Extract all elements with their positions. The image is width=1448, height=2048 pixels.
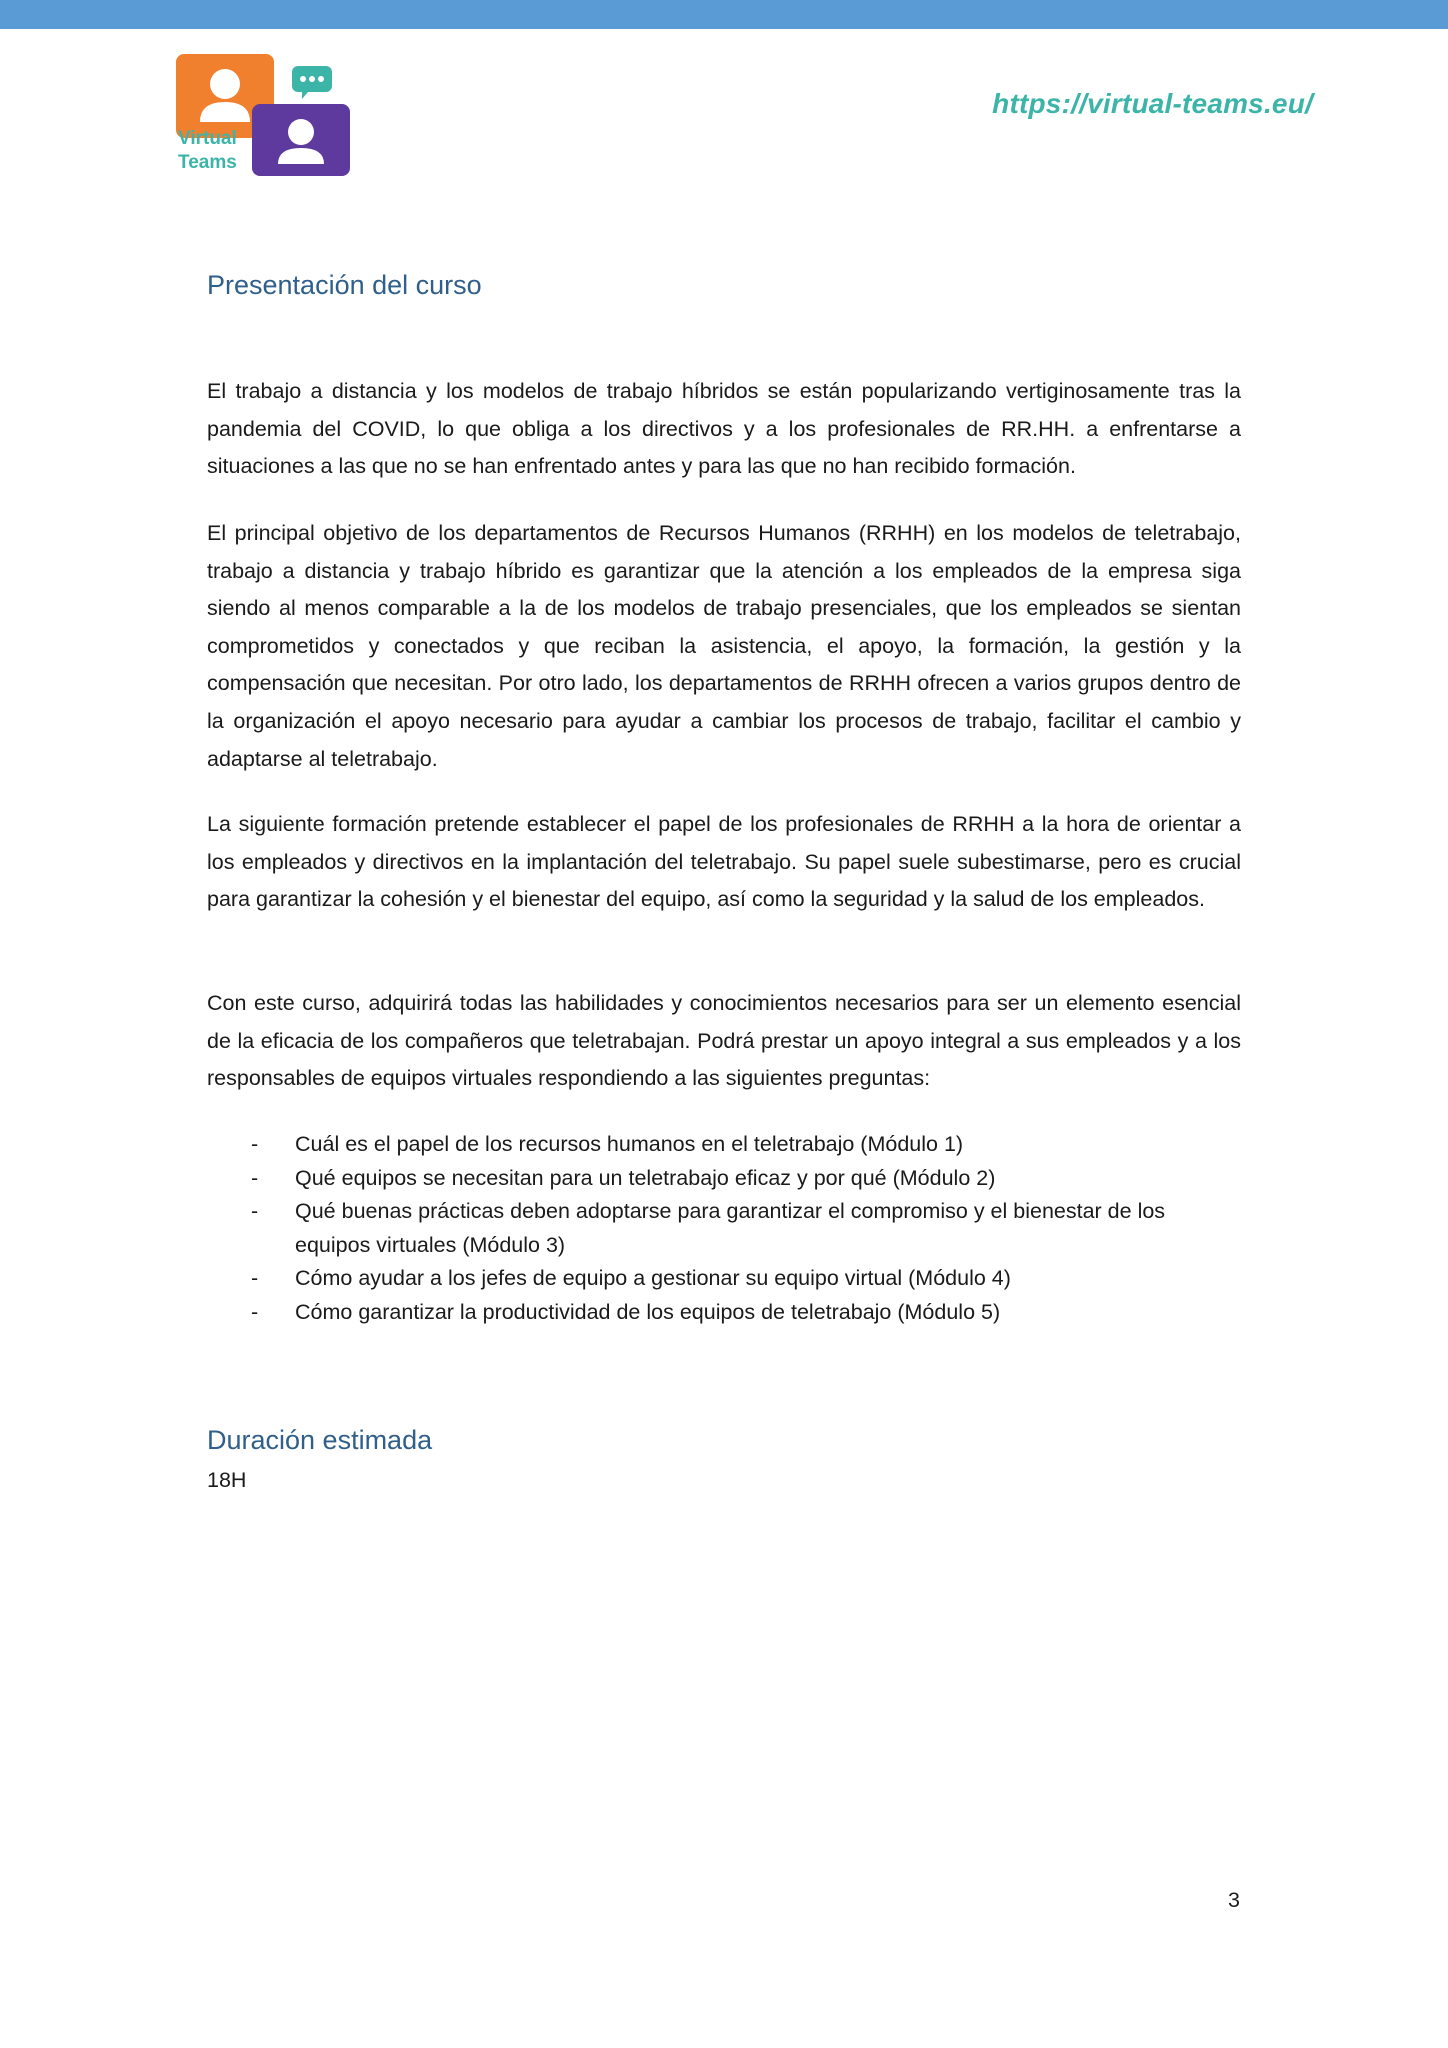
list-item-text: Qué equipos se necesitan para un teletrabajo eficaz y por qué (Módulo 2): [295, 1165, 996, 1190]
bullet-dash: -: [251, 1165, 259, 1190]
section-title-duracion: Duración estimada: [207, 1425, 433, 1455]
page-number: 3: [1228, 1888, 1240, 1912]
bullet-dash: -: [251, 1132, 259, 1156]
bullet-dash: -: [251, 1299, 259, 1324]
paragraph-3: La siguiente formación pretende establecer el papel de los profesionales de RRHH a la hora de orientar a los empleados y directivos en la implantación del teletrabajo. Su papel suele subestimarse, pero es crucial para garantizar la cohesión y el bienestar del equipo, así como la seguridad y la salud de los empleados.: [207, 812, 1241, 912]
list-item: [207, 1195, 1241, 1262]
virtual-teams-logo: [176, 52, 356, 182]
list-item-text: Qué buenas prácticas deben adoptarse para garantizar el compromiso y el bienestar de los equipos virtuales (Módulo 3): [295, 1199, 1166, 1257]
bullet-dash: -: [251, 1266, 259, 1291]
duration-value: 18H: [207, 1468, 247, 1492]
module-question-list: [207, 1128, 1241, 1330]
list-item: [207, 1262, 1241, 1296]
paragraph-2: El principal objetivo de los departamentos de Recursos Humanos (RRHH) en los modelos de teletrabajo, trabajo a distancia y trabajo híbrido es garantizar que la atención a los empleados de la empresa siga siendo al menos comparable a la de los modelos de trabajo presenciales, que los empleados se sientan comprometidos y conectados y que reciban la asistencia, el apoyo, la formación, la gestión y la compensación que necesitan. Por otro lado, los departamentos de RRHH ofrecen a varios grupos dentro de la organización el apoyo necesario para ayudar a cambiar los procesos de trabajo, facilitar el cambio y adaptarse al teletrabajo.: [207, 521, 1241, 771]
paragraph-4: Con este curso, adquirirá todas las habilidades y conocimientos necesarios para ser un elemento esencial de la eficacia de los compañeros que teletrabajan. Podrá prestar un apoyo integral a sus empleados y a los responsables de equipos virtuales respondiendo a las siguientes preguntas:: [207, 991, 1241, 1091]
website-url[interactable]: https://virtual-teams.eu/: [992, 88, 1313, 119]
logo-text-line2: Teams: [178, 152, 237, 173]
paragraph-1: El trabajo a distancia y los modelos de trabajo híbridos se están popularizando vertiginosamente tras la pandemia del COVID, lo que obliga a los directivos y a los profesionales de RR.HH. a enfrentarse a situaciones a las que no se han enfrentado antes y para las que no han recibido formación.: [207, 379, 1241, 479]
list-item: [207, 1296, 1241, 1330]
section-title-presentacion: Presentación del curso: [207, 270, 482, 300]
list-item: [207, 1162, 1241, 1196]
bullet-dash: -: [251, 1199, 259, 1224]
list-item-text: Cuál es el papel de los recursos humanos en el teletrabajo (Módulo 1): [295, 1132, 964, 1156]
list-item-text: Cómo garantizar la productividad de los equipos de teletrabajo (Módulo 5): [295, 1299, 1001, 1324]
top-color-bar: [0, 0, 1448, 29]
list-item: [207, 1128, 1241, 1162]
logo-text-line1: Virtual: [178, 128, 237, 149]
list-item-text: Cómo ayudar a los jefes de equipo a gestionar su equipo virtual (Módulo 4): [295, 1266, 1011, 1291]
